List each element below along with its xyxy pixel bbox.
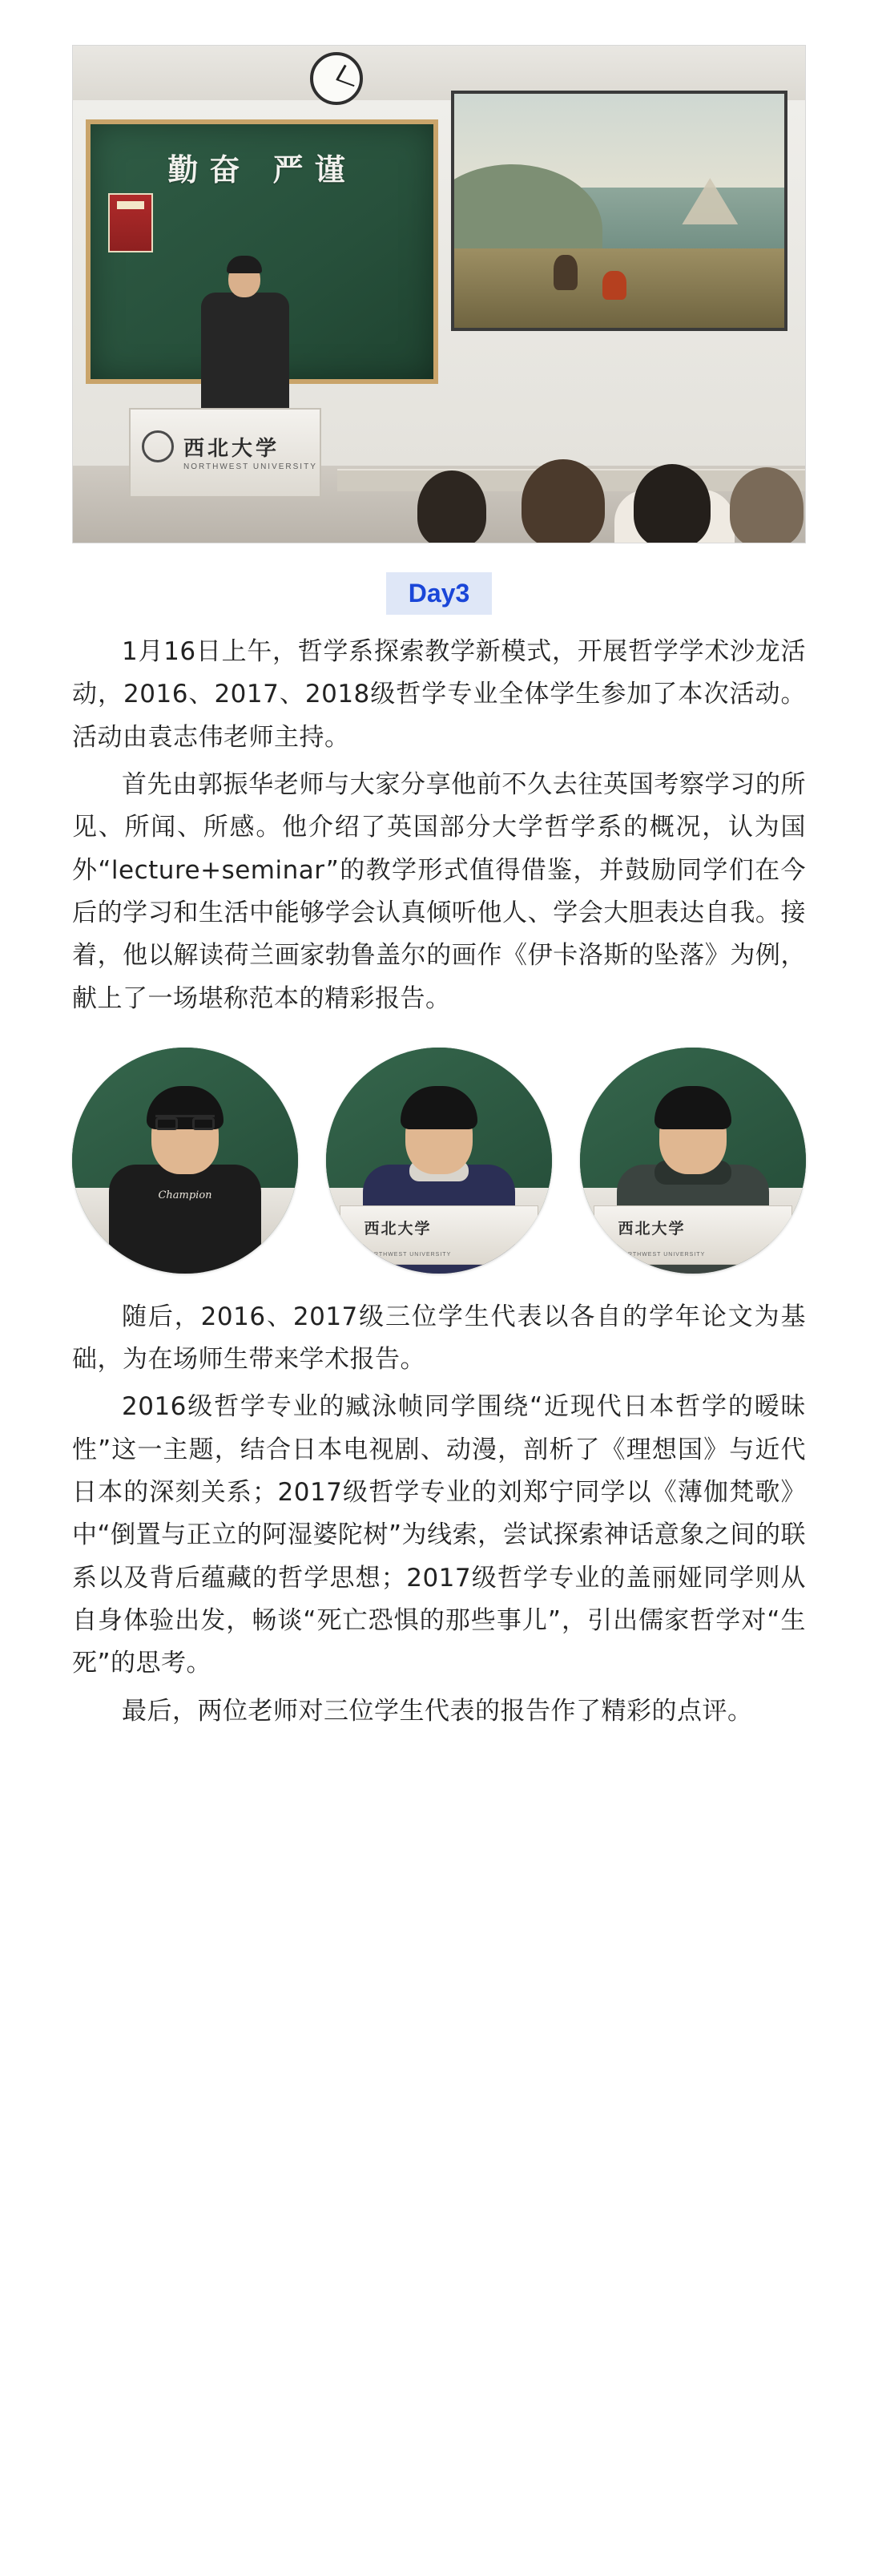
paragraph: 随后，2016、2017级三位学生代表以各自的学年论文为基础，为在场师生带来学术报告。 <box>72 1302 806 1375</box>
lectern-university-en: NORTHWEST UNIVERSITY <box>183 462 317 471</box>
day-badge-row <box>72 572 806 615</box>
portrait-lectern <box>594 1205 792 1264</box>
audience-head <box>522 459 605 543</box>
chalkboard-slogan-text: 勤奋 严谨 <box>167 152 356 188</box>
lectern-university-cn: 西北大学 <box>618 1220 686 1238</box>
paragraph: 1月16日上午，哲学系探索教学新模式，开展哲学学术沙龙活动，2016、2017、2018级哲学专业全体学生参加了本次活动。活动由袁志伟老师主持。 <box>72 637 806 752</box>
portrait-student-1 <box>72 1048 298 1274</box>
paragraph: 2016级哲学专业的臧泳帧同学围绕“近现代日本哲学的暧昧性”这一主题，结合日本电视剧、动漫，剖析了《理想国》与近代日本的深刻关系；2017级哲学专业的刘郑宁同学以《薄伽梵歌》中“倒置与正立的阿湿婆陀树”为线索，尝试探索神话意象之间的联系以及背后蕴藏的哲学思想；2017级哲学专业的盖丽娅同学则从自身体验出发，畅谈“死亡恐惧的那些事儿”，引出儒家哲学对“生死”的思考。 <box>72 1392 806 1678</box>
projector-screen <box>451 91 787 331</box>
audience-head <box>730 467 803 543</box>
portrait-gallery <box>72 1048 806 1274</box>
wall-poster <box>108 193 153 252</box>
paragraph: 最后，两位老师对三位学生代表的报告作了精彩的点评。 <box>122 1696 753 1726</box>
portrait-lectern <box>340 1205 538 1264</box>
portrait-brand-text: Champion <box>158 1189 212 1202</box>
wall-clock-icon <box>310 52 363 105</box>
lectern <box>129 408 321 498</box>
glasses-icon <box>155 1115 215 1130</box>
university-seal-icon <box>142 430 174 462</box>
portrait-student-3 <box>580 1048 806 1274</box>
audience-head <box>417 470 486 543</box>
audience-head <box>634 464 711 543</box>
screen-figure-one <box>554 255 578 290</box>
screen-figure-two <box>602 271 626 300</box>
portrait-torso <box>109 1165 261 1273</box>
lectern-university-cn: 西北大学 <box>364 1220 432 1238</box>
lectern-university-cn: 西北大学 <box>183 437 280 461</box>
lectern-university-en: NORTHWEST UNIVERSITY <box>364 1252 452 1258</box>
portrait-student-2 <box>326 1048 552 1274</box>
lectern-university-en: NORTHWEST UNIVERSITY <box>618 1252 706 1258</box>
day-badge: Day3 <box>386 572 493 615</box>
paragraph: 首先由郭振华老师与大家分享他前不久去往英国考察学习的所见、所闻、所感。他介绍了英国部分大学哲学系的概况，认为国外“lecture+seminar”的教学形式值得借鉴，并鼓励同学们在今后的学习和生活中能够学会认真倾听他人、学会大胆表达自我。接着，他以解读荷兰画家勃鲁盖尔的画作《伊卡洛斯的坠落》为例，献上了一场堪称范本的精彩报告。 <box>72 769 806 1013</box>
speaker-body <box>201 293 289 411</box>
lecture-hall-photo <box>72 45 806 543</box>
